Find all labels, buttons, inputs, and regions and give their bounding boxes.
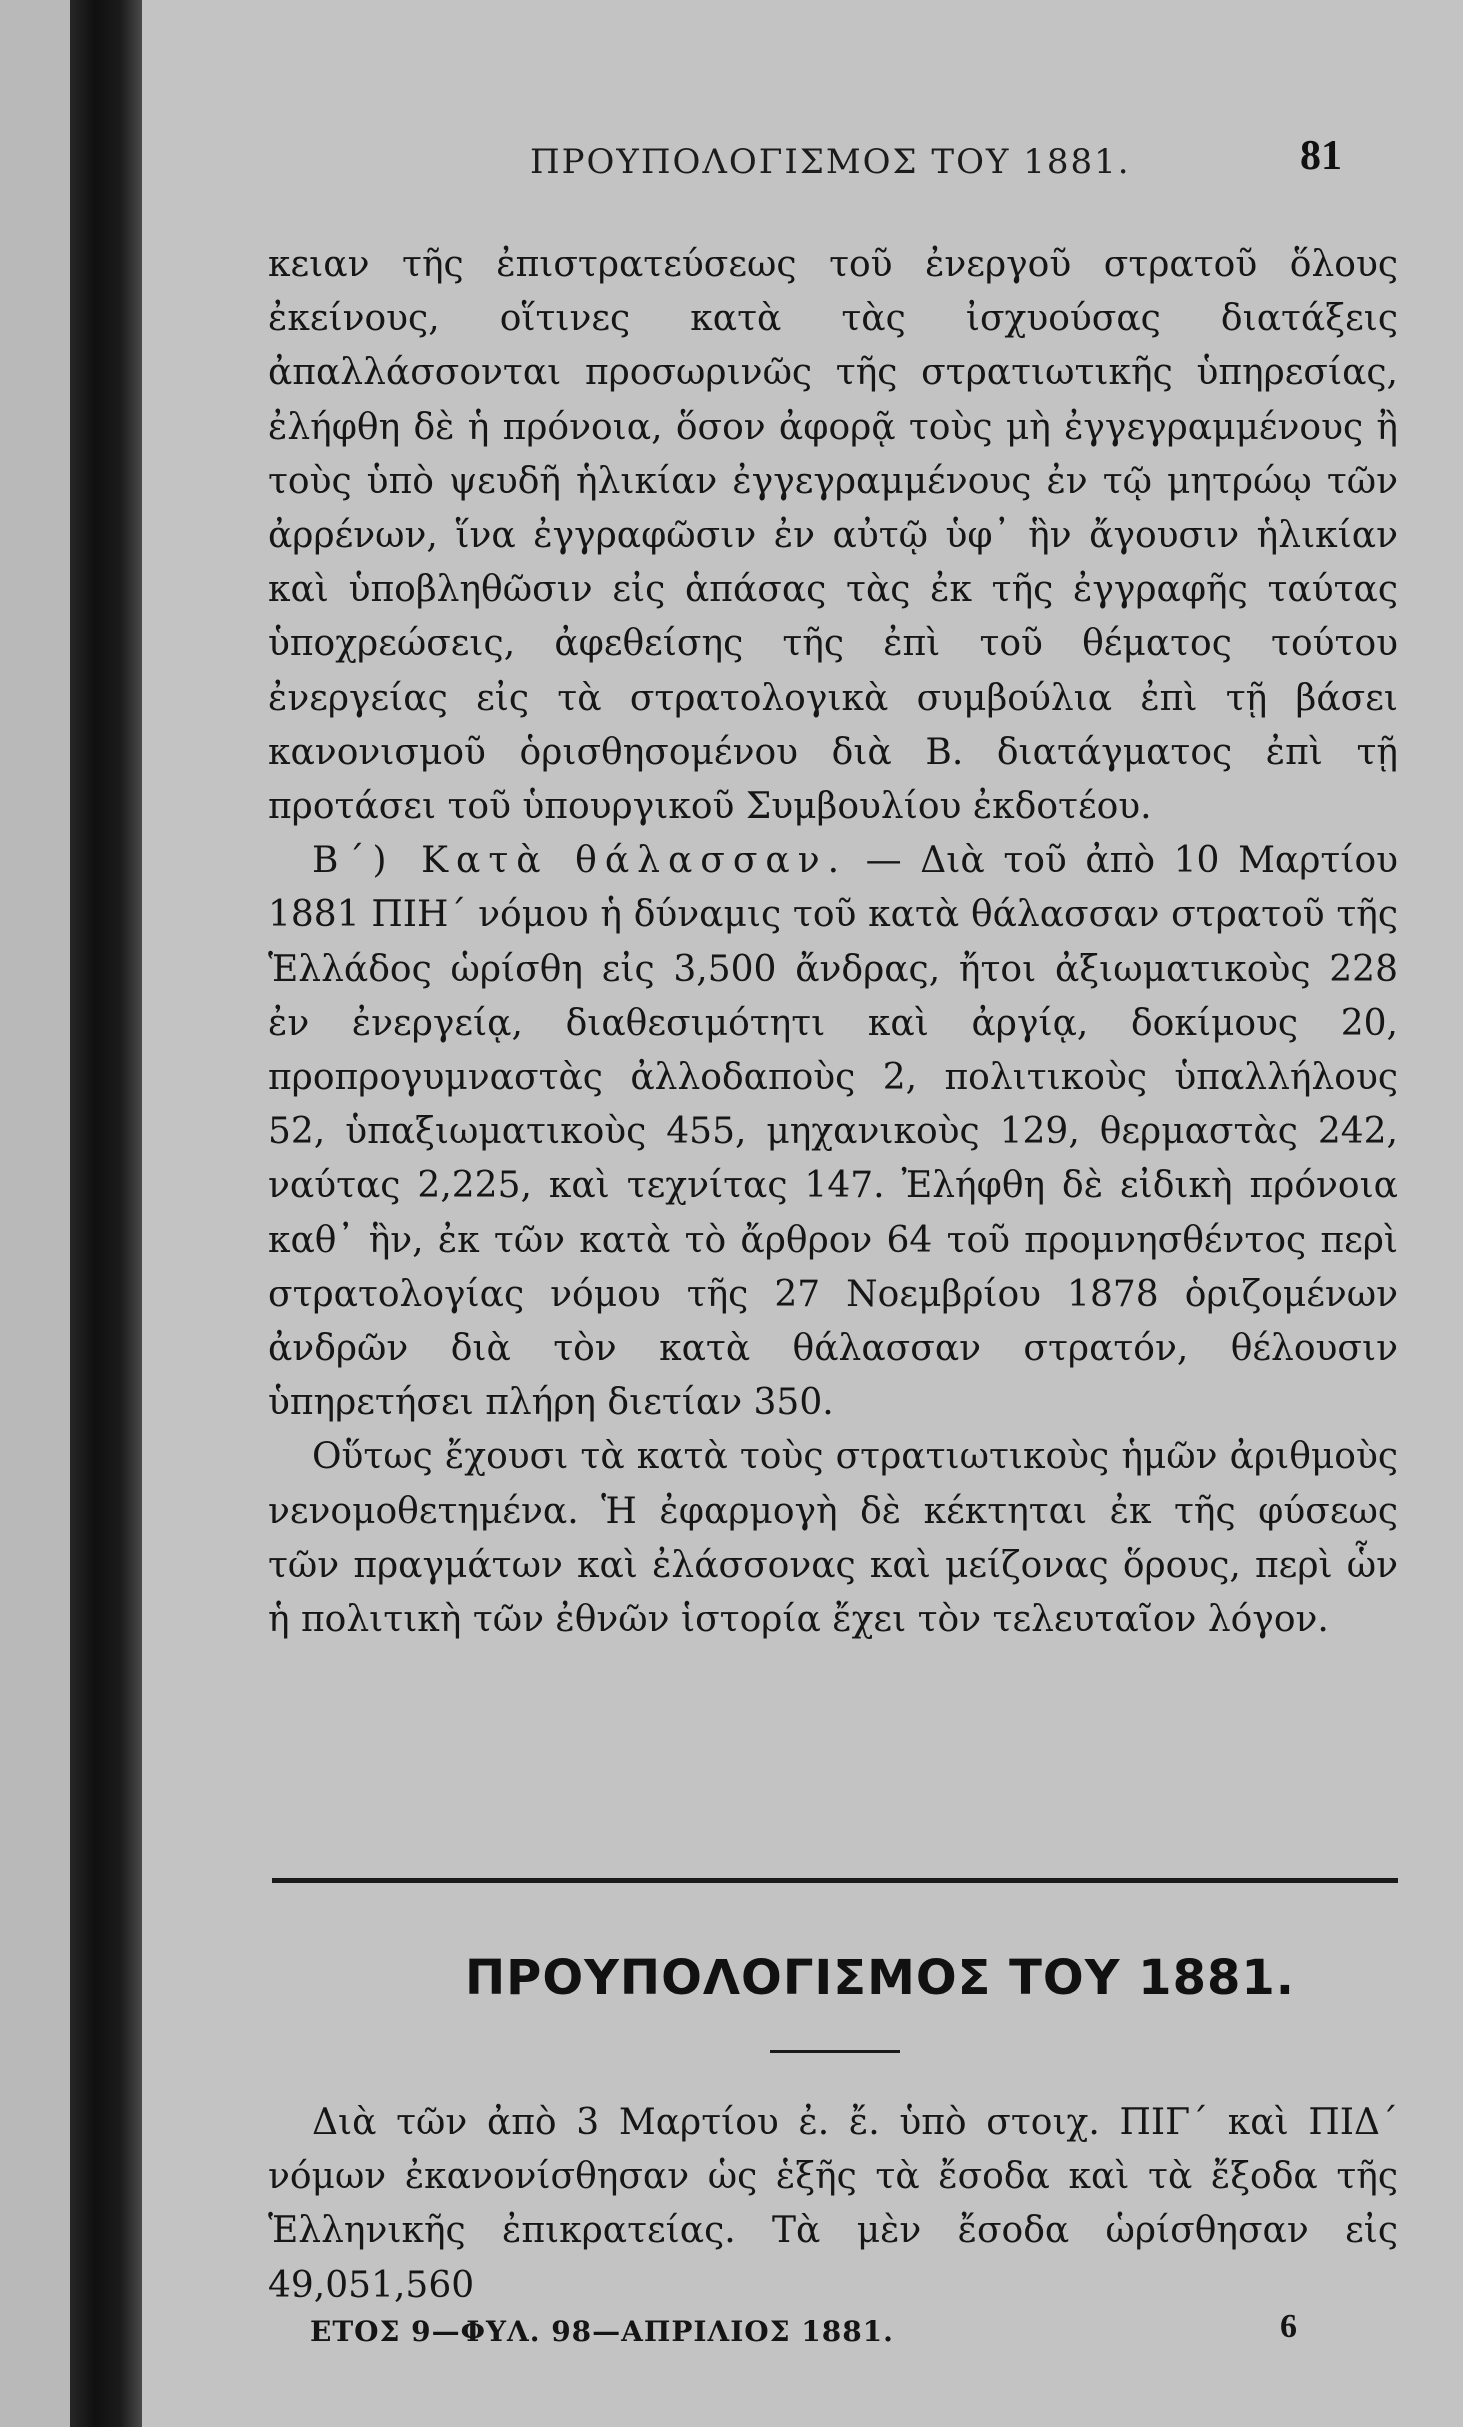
running-head-title: ΠΡΟΥΠΟΛΟΓΙΣΜΟΣ ΤΟΥ 1881. <box>530 142 1131 182</box>
paragraph-navy <box>268 834 1398 1430</box>
section-text <box>268 2096 1398 2313</box>
page-number: 81 <box>1300 133 1342 179</box>
paragraph-budget: Διὰ τῶν ἀπὸ 3 Μαρτίου ἐ. ἔ. ὑπὸ στοιχ. ΠΙΓ΄ καὶ ΠΙΔ΄ νόμων ἐκανονίσθησαν ὡς ἑξῆς τὰ ἔσοδα καὶ τὰ ἔξοδα τῆς Ἑλληνικῆς ἐπικρατείας. Τὰ μὲν ἔσοδα ὡρίσθησαν εἰς 49,051,560 <box>268 2102 1398 2306</box>
title-underline <box>770 2050 900 2053</box>
section-title: ΠΡΟΥΠΟΛΟΓΙΣΜΟΣ ΤΟΥ 1881. <box>465 1950 1295 2006</box>
paragraph-conscription: κειαν τῆς ἐπιστρατεύσεως τοῦ ἐνεργοῦ στρατοῦ ὅλους ἐκείνους, οἵτινες κατὰ τὰς ἰσχυούσας διατάξεις ἀπαλλάσσονται προσωρινῶς τῆς στρατιωτικῆς ὑπηρεσίας, ἐλήφθη δὲ ἡ πρόνοια, ὅσον ἀφορᾷ τοὺς μὴ ἐγγεγραμμένους ἢ τοὺς ὑπὸ ψευδῆ ἡλικίαν ἐγγεγραμμένους ἐν τῷ μητρώῳ τῶν ἀρρένων, ἵνα ἐγγραφῶσιν ἐν αὐτῷ ὑφ᾽ ἣν ἄγουσιν ἡλικίαν καὶ ὑποβληθῶσιν εἰς ἁπάσας τὰς ἐκ τῆς ἐγγραφῆς ταύτας ὑποχρεώσεις, ἀφεθείσης τῆς ἐπὶ τοῦ θέματος τούτου ἐνεργείας εἰς τὰ στρατολογικὰ συμβούλια ἐπὶ τῇ βάσει κανονισμοῦ ὁρισθησομένου διὰ Β. διατάγματος ἐπὶ τῇ προτάσει τοῦ ὑπουργικοῦ Συμβουλίου ἐκδοτέου. <box>268 244 1398 828</box>
book-spine-shadow <box>70 0 142 2427</box>
navy-subheading: Β΄) Κατὰ θάλασσαν. <box>312 840 848 882</box>
footer-imprint: ΕΤΟΣ 9—ΦΥΛ. 98—ΑΠΡΙΛΙΟΣ 1881. <box>310 2315 894 2348</box>
body-text <box>268 238 1398 1647</box>
section-divider <box>272 1878 1398 1883</box>
navy-text: — Διὰ τοῦ ἀπὸ 10 Μαρτίου 1881 ΠΙΗ΄ νόμου ἡ δύναμις τοῦ κατὰ θάλασσαν στρατοῦ τῆς Ἑλλάδος ὡρίσθη εἰς 3,500 ἄνδρας, ἤτοι ἀξιωματικοὺς 228 ἐν ἐνεργείᾳ, διαθεσιμότητι καὶ ἀργίᾳ, δοκίμους 20, προπρογυμναστὰς ἀλλοδαποὺς 2, πολιτικοὺς ὑπαλλήλους 52, ὑπαξιωματικοὺς 455, μηχανικοὺς 129, θερμαστὰς 242, ναύτας 2,225, καὶ τεχνίτας 147. Ἐλήφθη δὲ εἰδικὴ πρόνοια καθ᾽ ἣν, ἐκ τῶν κατὰ τὸ ἄρθρον 64 τοῦ προμνησθέντος περὶ στρατολογίας νόμου τῆς 27 Νοεμβρίου 1878 ὁριζομένων ἀνδρῶν διὰ τὸν κατὰ θάλασσαν στρατόν, θέλουσιν ὑπηρετήσει πλήρη διετίαν 350. <box>268 840 1398 1424</box>
signature-mark: 6 <box>1280 2308 1297 2345</box>
paragraph-conclusion: Οὕτως ἔχουσι τὰ κατὰ τοὺς στρατιωτικοὺς ἡμῶν ἀριθμοὺς νενομοθετημένα. Ἡ ἐφαρμογὴ δὲ κέκτηται ἐκ τῆς φύσεως τῶν πραγμάτων καὶ ἐλάσσονας καὶ μείζονας ὅρους, περὶ ὧν ἡ πολιτικὴ τῶν ἐθνῶν ἱστορία ἔχει τὸν τελευταῖον λόγον. <box>268 1436 1398 1641</box>
